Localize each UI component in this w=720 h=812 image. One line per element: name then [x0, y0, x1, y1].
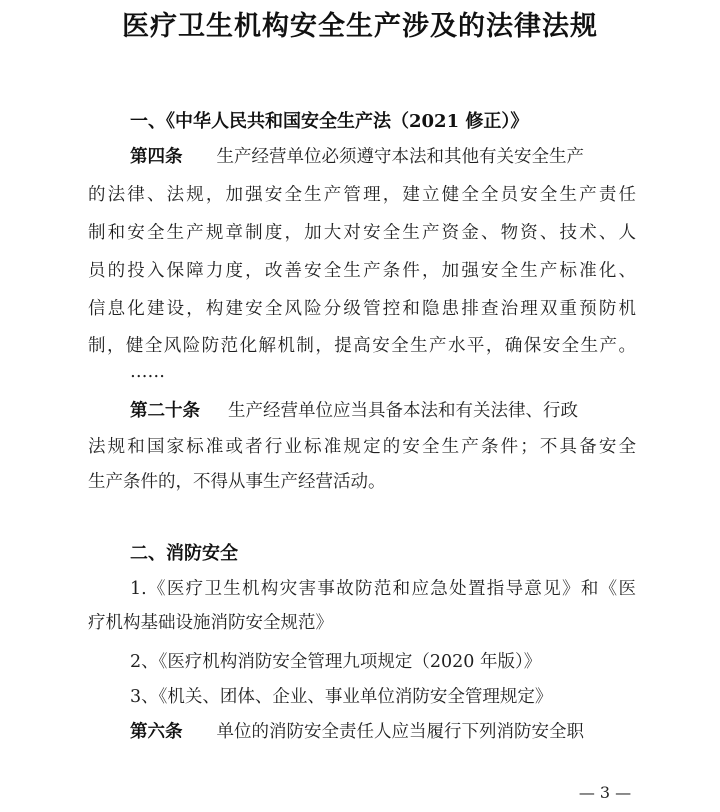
article20-line-2: 法规和国家标准或者行业标准规定的安全生产条件；不具备安全: [88, 437, 636, 457]
article20-line-3: 生产条件的，不得从事生产经营活动。: [88, 472, 386, 492]
section1-heading: 一、《中华人民共和国安全生产法（2021 修正）》: [130, 111, 529, 132]
article4-line-1: 生产经营单位必须遵守本法和其他有关安全生产: [216, 147, 584, 167]
ellipsis: ……: [130, 362, 165, 382]
article6-first-line: [130, 718, 584, 743]
article6-text: 单位的消防安全责任人应当履行下列消防安全职: [216, 722, 584, 742]
article4-line-5: 信息化建设，构建安全风险分级管控和隐患排查治理双重预防机: [88, 299, 636, 319]
article4-line-6: 制，健全风险防范化解机制，提高安全生产水平，确保安全生产。: [88, 336, 636, 356]
article20-label: 第二十条: [130, 401, 200, 421]
article4-line-4: 员的投入保障力度，改善安全生产条件，加强安全生产标准化、: [88, 261, 636, 281]
article4-line-2: 的法律、法规，加强安全生产管理，建立健全全员安全生产责任: [88, 185, 636, 205]
section2-heading: 二、消防安全: [130, 543, 238, 564]
article20-first-line: [130, 397, 578, 422]
page-number: — 3 —: [578, 783, 632, 802]
article6-label: 第六条: [130, 722, 183, 742]
article4-line-3: 制和安全生产规章制度，加大对安全生产资金、物资、技术、人: [88, 223, 636, 243]
document-title: 医疗卫生机构安全生产涉及的法律法规: [122, 11, 598, 42]
article4-first-line: [130, 143, 584, 168]
section2-item1-line-2: 疗机构基础设施消防安全规范》: [88, 613, 333, 633]
article4-label: 第四条: [130, 147, 183, 167]
article20-line-1: 生产经营单位应当具备本法和有关法律、行政: [228, 401, 578, 421]
section2-item3: 3、《机关、团体、企业、事业单位消防安全管理规定》: [130, 687, 553, 707]
section2-item2: 2、《医疗机构消防安全管理九项规定（2020 年版）》: [130, 652, 542, 672]
section2-item1-line-1: 1.《医疗卫生机构灾害事故防范和应急处置指导意见》和《医: [130, 579, 636, 599]
